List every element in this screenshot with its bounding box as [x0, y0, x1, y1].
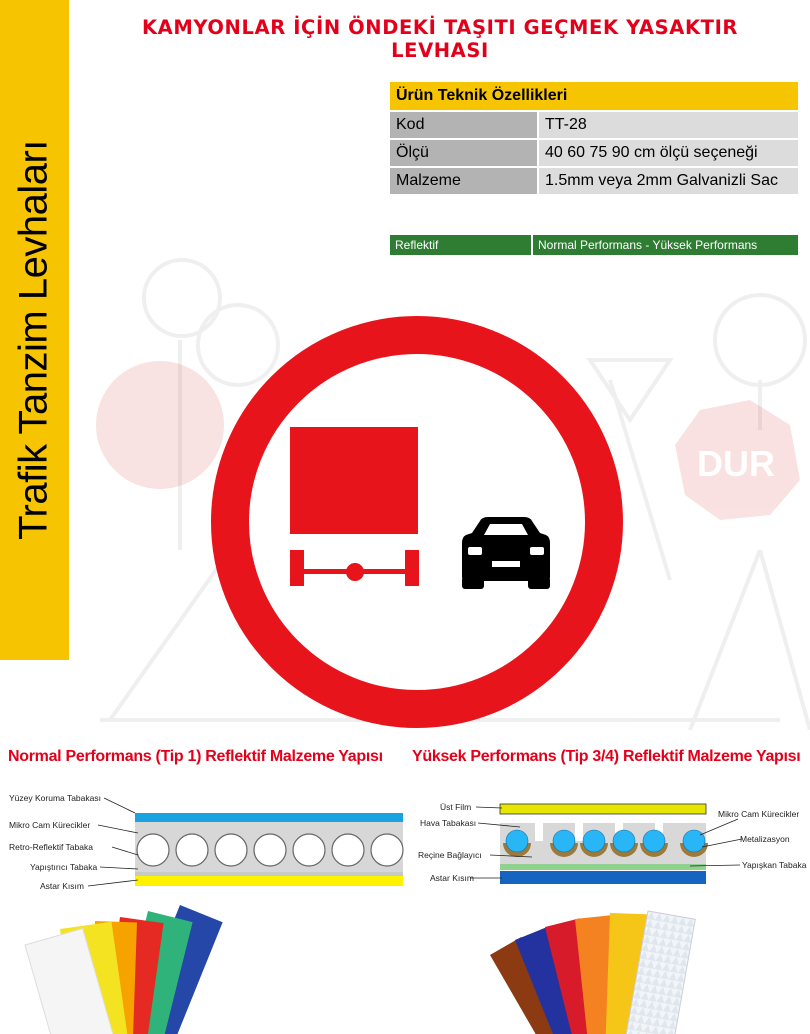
high-structure-diagram [410, 795, 810, 895]
normal-section-title: Normal Performans (Tip 1) Reflektif Malzeme Yapısı [8, 748, 383, 765]
high-sheets-illustration [410, 905, 810, 1034]
layer-label: Astar Kısım [430, 873, 474, 883]
layer-label: Reçine Bağlayıcı [418, 850, 482, 860]
reflective-value: Normal Performans - Yüksek Performans [531, 235, 798, 255]
normal-structure-diagram [0, 785, 405, 895]
side-label: Trafik Tanzim Levhaları [11, 140, 56, 540]
layer-label: Yüzey Koruma Tabakası [9, 793, 101, 803]
spec-heading: Ürün Teknik Özellikleri [390, 82, 798, 110]
spec-table [390, 80, 798, 196]
reflective-key: Reflektif [390, 235, 531, 255]
layer-label: Astar Kısım [40, 881, 84, 891]
spec-key: Malzeme [390, 168, 537, 194]
spec-value: 40 60 75 90 cm ölçü seçeneği [537, 140, 798, 166]
spec-key: Ölçü [390, 140, 537, 166]
spec-key: Kod [390, 112, 537, 138]
spec-value: 1.5mm veya 2mm Galvanizli Sac [537, 168, 798, 194]
spec-row [390, 140, 798, 166]
layer-label: Üst Film [440, 802, 472, 812]
layer-label: Mikro Cam Kürecikler [9, 820, 91, 830]
page-title: KAMYONLAR İÇİN ÖNDEKİ TAŞITI GEÇMEK YASAKTIR LEVHASI [141, 16, 739, 62]
spec-row [390, 112, 798, 138]
spec-row [390, 168, 798, 194]
background-stop-text: DUR [697, 443, 775, 484]
layer-label: Yapıştırıcı Tabaka [30, 862, 98, 872]
no-overtaking-sign [200, 305, 634, 739]
layer-label: Mikro Cam Kürecikler [718, 809, 800, 819]
layer-label: Retro-Reflektif Tabaka [9, 842, 93, 852]
high-section-title: Yüksek Performans (Tip 3/4) Reflektif Malzeme Yapısı [412, 748, 801, 765]
layer-label: Yapışkan Tabaka [742, 860, 807, 870]
layer-label: Metalizasyon [740, 834, 790, 844]
spec-value: TT-28 [537, 112, 798, 138]
normal-sheets-illustration [0, 905, 405, 1034]
layer-label: Hava Tabakası [420, 818, 477, 828]
